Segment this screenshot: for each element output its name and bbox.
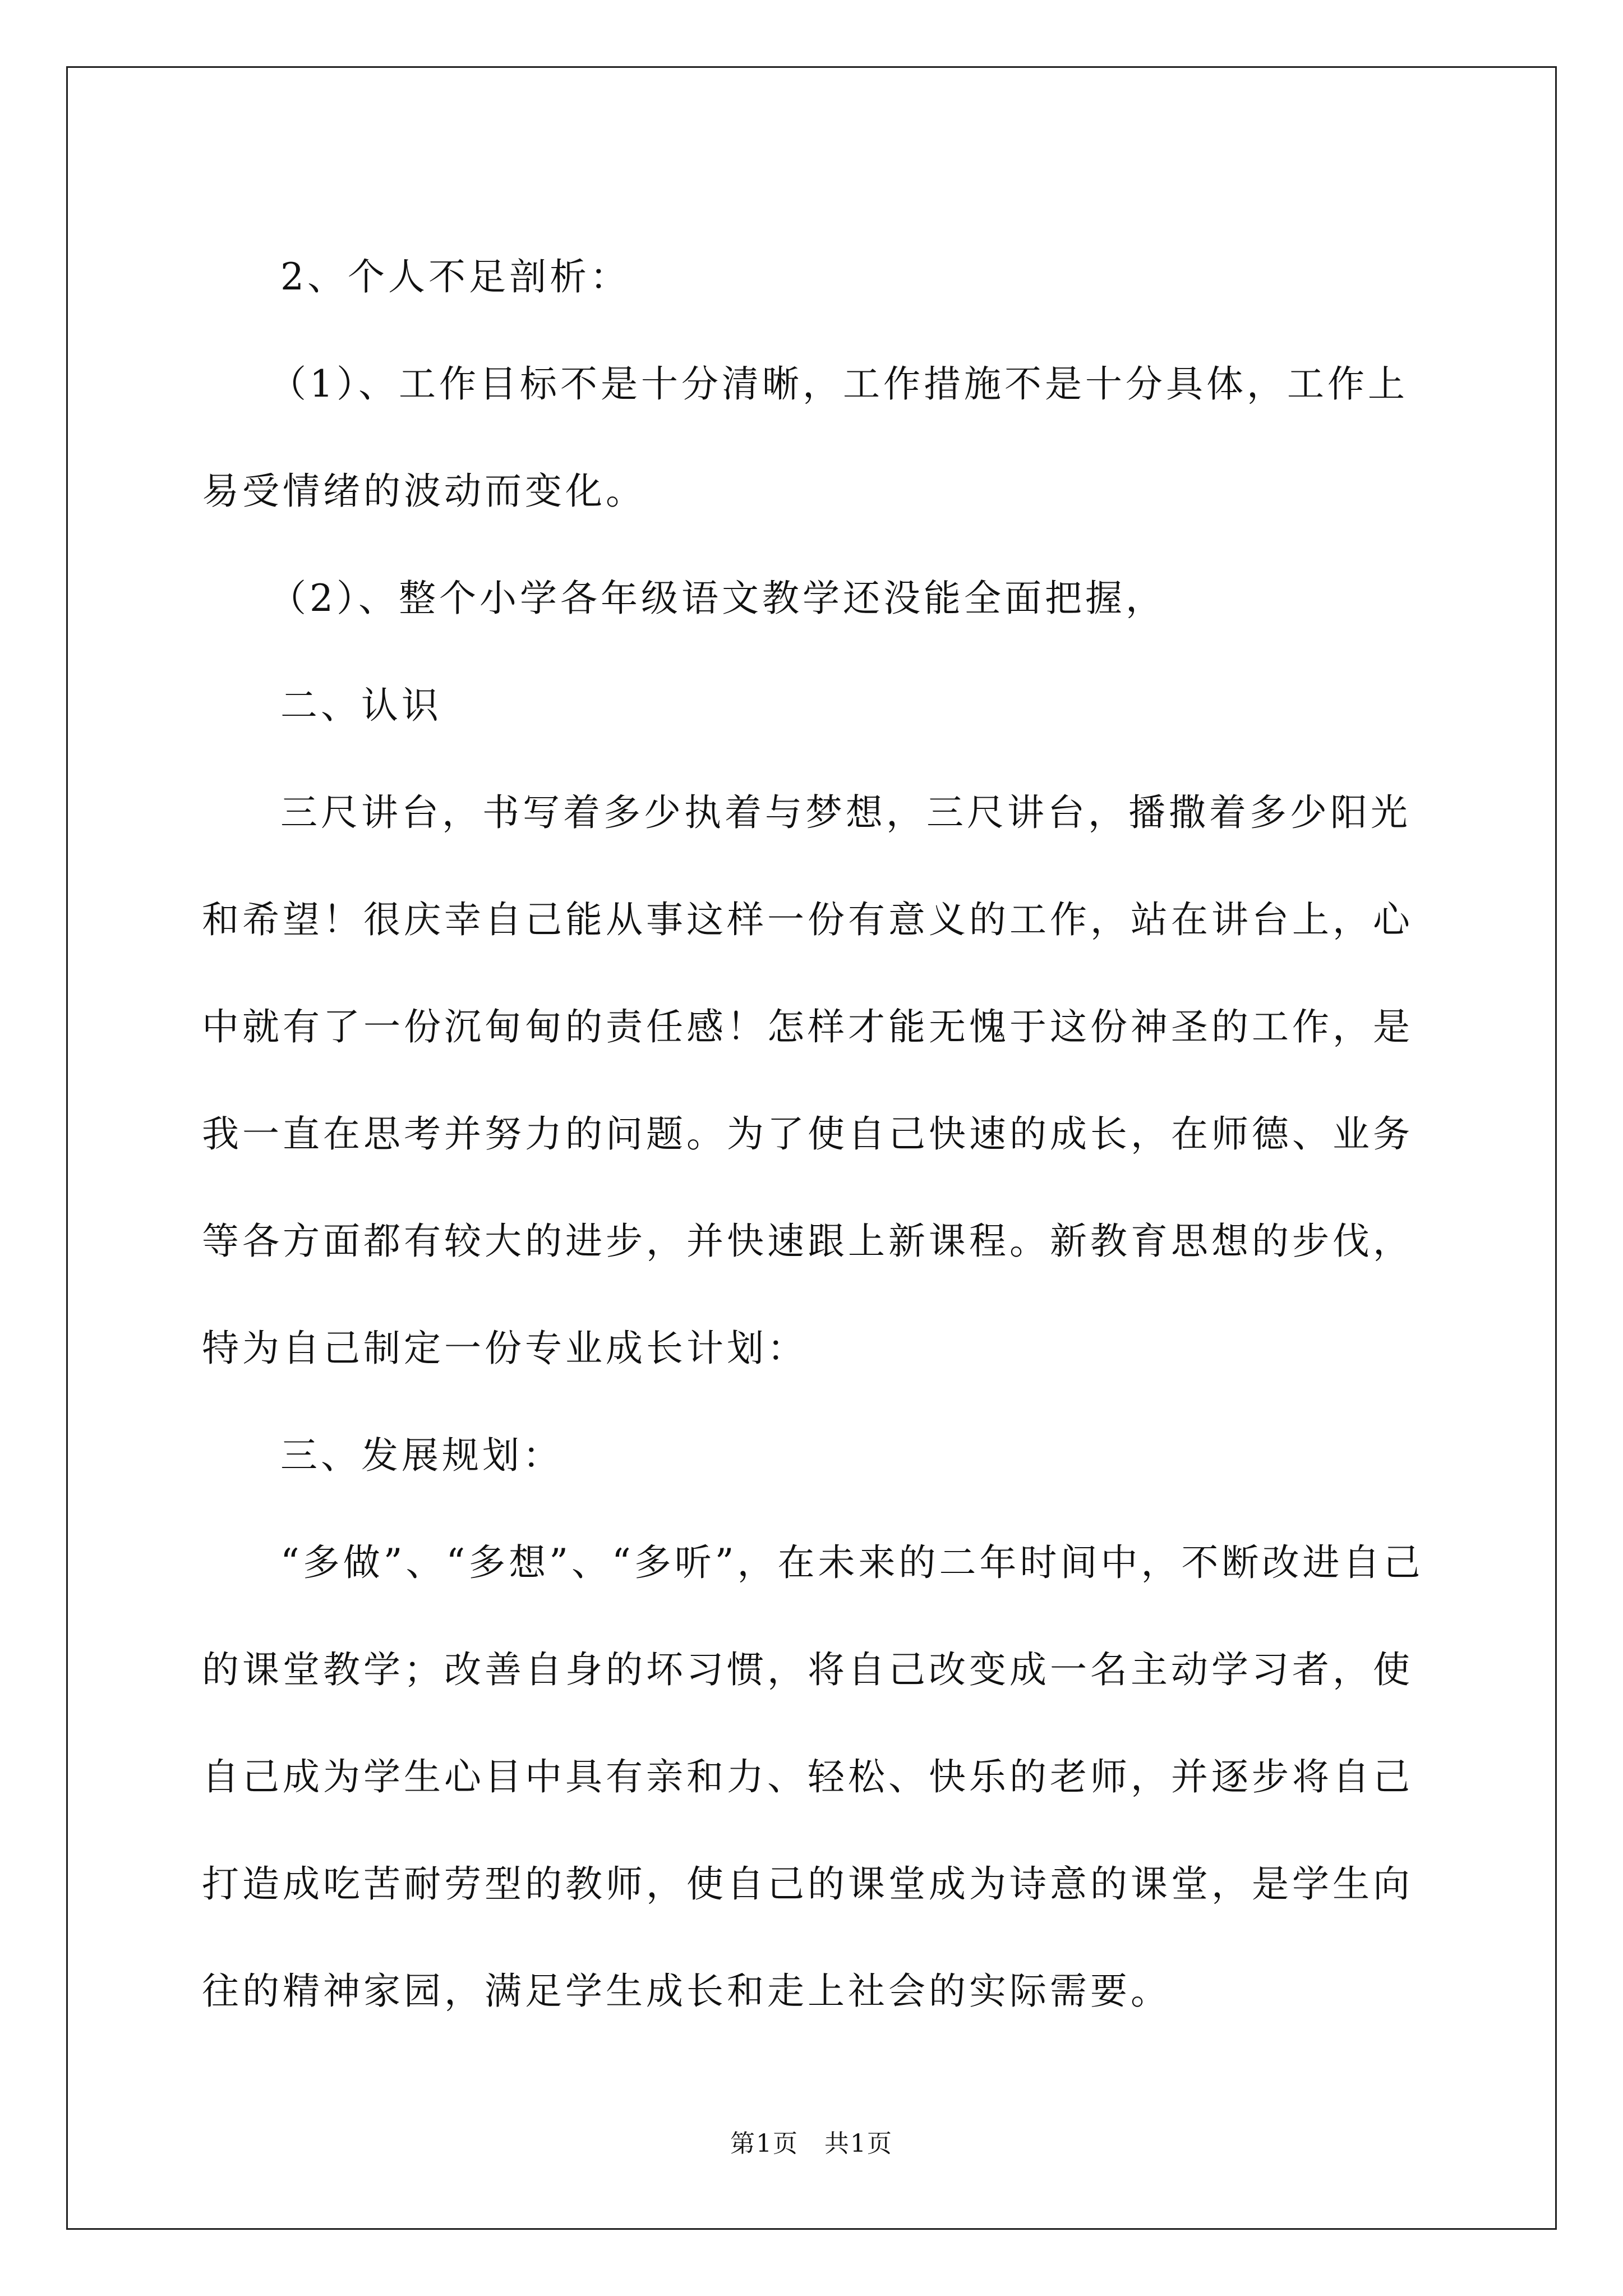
- heading-personal-shortcomings: 2、个人不足剖析：: [280, 255, 630, 298]
- heading-understanding: 二、认识: [280, 684, 442, 727]
- paragraph-development-plan: “多做”、“多想”、“多听”，在未来的二年时间中，不断改进自己的课堂教学；改善自身的坏习惯，将自己改变成一名主动学习者，使自己成为学生心目中具有亲和力、轻松、快乐的老师，并逐步将自己打造成吃苦耐劳型的教师，使自己的课堂成为诗意的课堂，是学生向往的精神家园，满足学生成长和走上社会的实际需要。: [202, 1541, 1424, 2013]
- paragraph-shortcoming-2: （2）、整个小学各年级语文教学还没能全面把握，: [269, 577, 1166, 620]
- document-body: [202, 223, 1430, 2045]
- page-footer: 第1页 共1页: [730, 2129, 893, 2158]
- heading-development-plan: 三、发展规划：: [280, 1434, 563, 1477]
- paragraph-understanding: 三尺讲台，书写着多少执着与梦想，三尺讲台，播撒着多少阳光和希望！很庆幸自己能从事这样一份有意义的工作，站在讲台上，心中就有了一份沉甸甸的责任感！怎样才能无愧于这份神圣的工作，是我一直在思考并努力的问题。为了使自己快速的成长，在师德、业务等各方面都有较大的进步，并快速跟上新课程。新教育思想的步伐，特为自己制定一份专业成长计划：: [202, 791, 1413, 1370]
- paragraph-shortcoming-1: （1）、工作目标不是十分清晰，工作措施不是十分具体，工作上易受情绪的波动而变化。: [202, 362, 1408, 513]
